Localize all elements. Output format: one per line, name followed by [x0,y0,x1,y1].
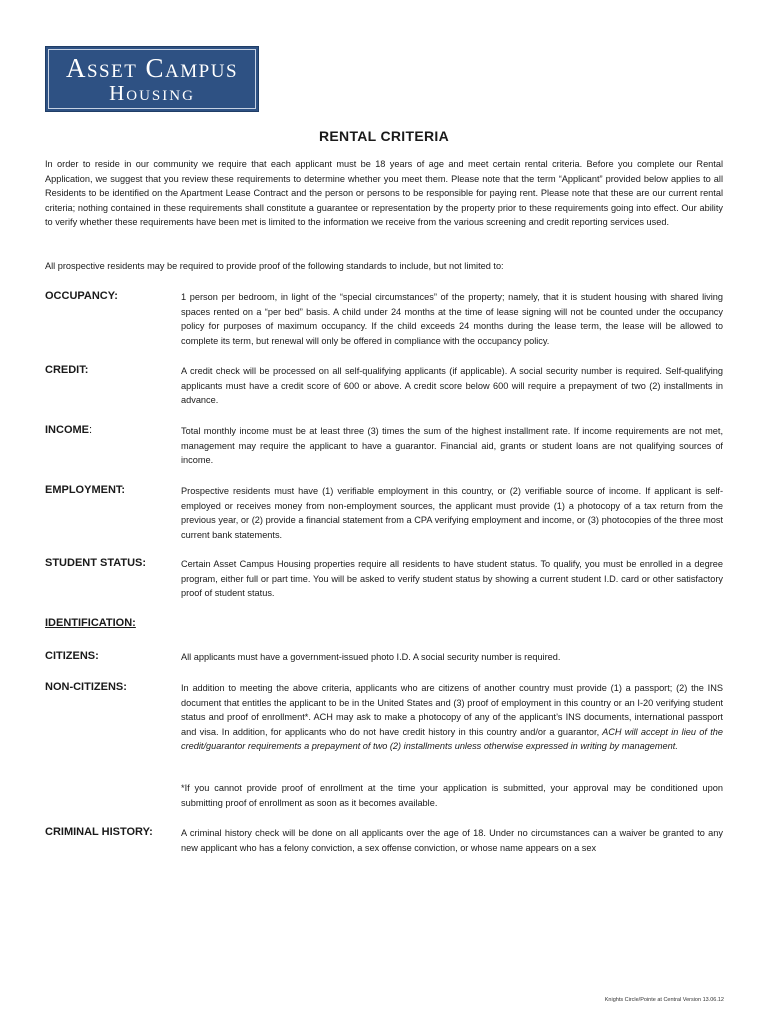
version-footer: Knights Circle/Pointe at Central Version 13.06.12 [604,997,724,1003]
criminal-history-label: CRIMINAL HISTORY: [45,826,153,838]
page-title: RENTAL CRITERIA [319,128,449,144]
income-label-text: INCOME [45,424,89,436]
employment-text: Prospective residents must have (1) verifiable employment in this country, or (2) verifiable source of income. If applicant is self-employed or receives money from non-employment sources, the applicant must provide (1) a photocopy of a tax return from the previous year, or (2) provide a financial statement from a CPA verifying employment and income, or (3) photocopies of the three most current bank statements. [181,486,723,540]
employment-label: EMPLOYMENT: [45,484,126,496]
non-citizens-text-italic: ACH will accept in lieu of the credit/guarantor requirements a prepayment of two (2) installments unless otherwise expressed in writing by management. [181,726,723,752]
student-status-text: Certain Asset Campus Housing properties require all residents to have student status. To qualify, you must be enrolled in a degree program, either full or part time. You will be asked to verify student status by showing a current student I.D. card or other satisfactory proof of student status. [181,559,723,599]
income-text: Total monthly income must be at least three (3) times the sum of the highest installment rate. If income requirements are not met, management may require the applicant to have a guarantor. Financial aid, grants or student loans are not qualifying sources of income. [181,426,723,466]
non-citizens-label: NON-CITIZENS: [45,681,127,693]
occupancy-label: OCCUPANCY: [45,290,118,302]
logo-text-bottom: Housing [109,80,195,105]
citizens-label: CITIZENS: [45,650,99,662]
non-citizens-text [181,681,723,754]
citizens-text: All applicants must have a government-issued photo I.D. A social security number is required. [181,652,561,662]
occupancy-text: 1 person per bedroom, in light of the “special circumstances” of the property; namely, that it is student housing with shared living spaces rented on a “per bed” basis. A child under 24 months at the time of lease signing will not be counted under the occupancy policy for purposes of maximum occupancy. If the child exceeds 24 months during the lease term, the lease will be allowed to complete its term, but renewal will only be offered in compliance with the occupancy policy. [181,292,723,346]
income-label-colon: : [89,424,93,436]
enrollment-note: *If you cannot provide proof of enrollment at the time your application is submitted, your approval may be conditioned upon submitting proof of enrollment as soon as it becomes available. [181,783,723,808]
company-logo [45,46,259,112]
student-status-label: STUDENT STATUS: [45,557,147,569]
income-label [45,424,92,436]
criminal-history-text: A criminal history check will be done on all applicants over the age of 18. Under no circumstances can a waiver be granted to any new applicant who has a felony conviction, a sex offense conviction, or whose name appears on a sex [181,828,723,853]
non-citizens-text-main: In addition to meeting the above criteria, applicants who are citizens of another country must provide (1) a passport; (2) the INS document that entitles the applicant to be in the United States and (3) proof of employment in this country or an I-20 verifying student status and proof of enrollment*. ACH may ask to make a photocopy of any of the applicant’s INS documents, international passport and visa. In addition, for applicants who do not have credit history in this country and/or a guarantor, [181,683,723,737]
credit-text: A credit check will be processed on all self-qualifying applicants (if applicable). A social security number is required. Self-qualifying applicants must have a credit score of 600 or above. A credit score below 600 will require a prepayment of two (2) installments in advance. [181,366,723,406]
credit-label: CREDIT: [45,364,89,376]
identification-heading: IDENTIFICATION: [45,617,136,629]
logo-text-top: Asset Campus [65,52,239,83]
intro-paragraph: In order to reside in our community we require that each applicant must be 18 years of age and meet certain rental criteria. Before you complete our Rental Application, we suggest that you review these requirements to determine whether you meet them. Please note that the term “Applicant” provided below applies to all Residents to be identified on the Apartment Lease Contract and the person or persons to be responsible for paying rent. Please note that these are our current rental criteria; nothing contained in these requirements shall constitute a guarantee or representation by the property prior to these requirements going into effect. Our ability to verify whether these requirements have been met is limited to the information we receive from the various screening and credit reporting services used. [45,159,723,228]
lead-paragraph: All prospective residents may be required to provide proof of the following standards to include, but not limited to: [45,261,504,271]
